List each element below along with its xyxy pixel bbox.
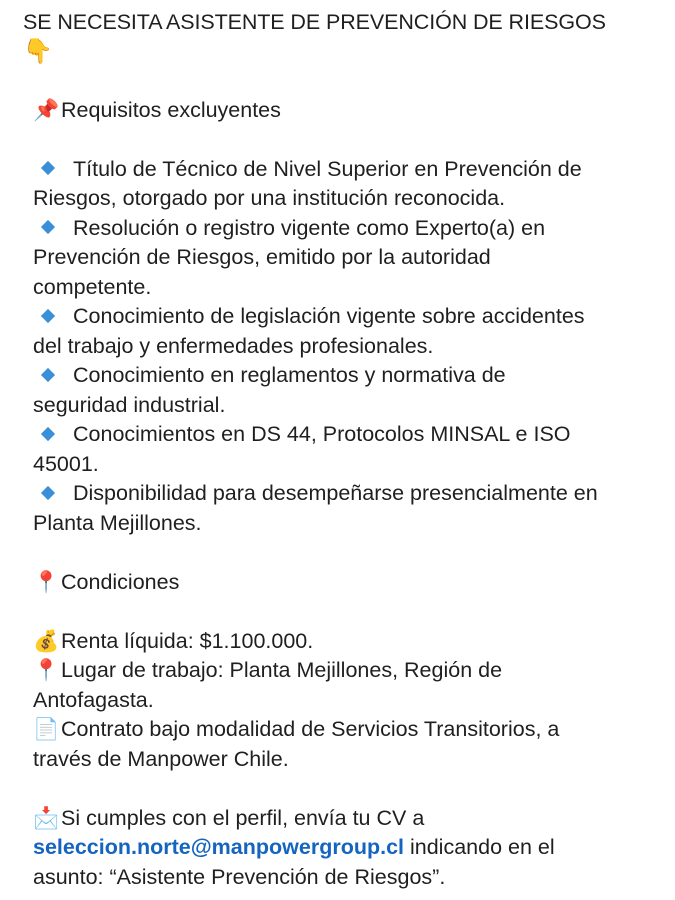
salary-line: 💰Renta líquida: $1.100.000. [33, 627, 655, 657]
email-link[interactable]: seleccion.norte@manpowergroup.cl [33, 835, 405, 859]
pointing-hand-icon: 👇 [23, 38, 53, 65]
blue-diamond-icon [41, 368, 55, 382]
list-item: Conocimiento de legislación vigente sobre accidentes [33, 302, 655, 332]
location-pin-icon: 📍 [33, 569, 60, 594]
blue-diamond-icon [41, 309, 55, 323]
list-item: Conocimiento en reglamentos y normativa de [33, 361, 655, 391]
conditions-heading: 📍Condiciones [33, 568, 655, 598]
pushpin-icon: 📌 [33, 97, 60, 122]
money-bag-icon: 💰 [33, 628, 60, 653]
workplace-line: 📍Lugar de trabajo: Planta Mejillones, Región de [33, 656, 655, 686]
apply-email-line: seleccion.norte@manpowergroup.cl indicando en el [33, 835, 555, 859]
job-post: SE NECESITA ASISTENTE DE PREVENCIÓN DE RIESGOS 👇 📌Requisitos excluyentes Título de Técnico de Nivel Superior en Prevención de Riesgos, otorgado por una institución reconocida. Resolución o registro vigente como Experto(a) en Prevención de Riesgos, emitido por la autoridad competente. Conocimiento de legislación vigente sobre accidentes del trabajo y enfermedades profesionales. Conocimiento en reglamentos y normativa de seguridad industrial. Conocimientos en DS 44, Protocolos MINSAL e ISO 45001. Disponibilidad para desempeñarse presencialmente en Planta Mejillones. 📍Condiciones 💰Renta líquida: $1.100.000. 📍Lugar de trabajo: Planta Mejillones, Región de Antofagasta. 📄Contrato bajo modalidad de Servicios Transitorios, a través de Manpower Chile. 📩Si cumples con el perfil, envía tu CV a seleccion.norte@manpowergroup.cl indicando en el asunto: “Asistente Prevención de Riesgos”. [0, 0, 675, 900]
contract-line: 📄Contrato bajo modalidad de Servicios Transitorios, a [33, 715, 655, 745]
location-pin-icon: 📍 [33, 658, 60, 682]
apply-line: 📩Si cumples con el perfil, envía tu CV a [33, 804, 655, 834]
list-item: Disponibilidad para desempeñarse presencialmente en [33, 479, 655, 509]
requirements-heading: 📌Requisitos excluyentes [33, 96, 655, 126]
blue-diamond-icon [41, 220, 55, 234]
blue-diamond-icon [41, 427, 55, 441]
list-item: Conocimientos en DS 44, Protocolos MINSAL e ISO [33, 420, 655, 450]
blue-diamond-icon [41, 161, 55, 175]
list-item: Título de Técnico de Nivel Superior en Prevención de [33, 155, 655, 185]
apply-subject-line: asunto: “Asistente Prevención de Riesgos”. [33, 864, 446, 889]
post-title: SE NECESITA ASISTENTE DE PREVENCIÓN DE RIESGOS [23, 10, 606, 34]
list-item: Resolución o registro vigente como Experto(a) en [33, 214, 655, 244]
document-icon: 📄 [33, 717, 60, 741]
envelope-arrow-icon: 📩 [33, 805, 60, 830]
blue-diamond-icon [41, 486, 55, 500]
